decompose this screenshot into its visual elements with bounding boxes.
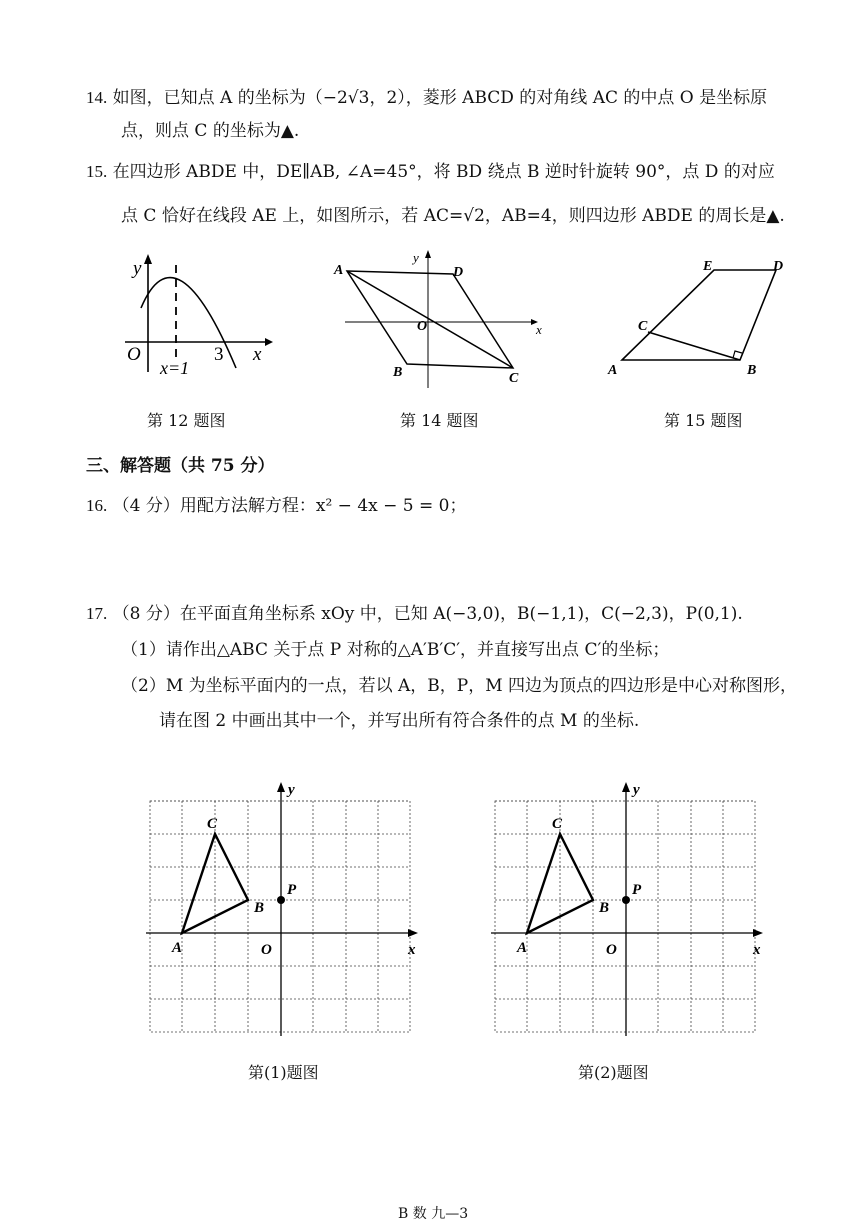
fig12-y-label: y <box>133 258 142 279</box>
fig14-caption: 第 14 题图 <box>400 411 479 430</box>
q17-part2b: 请在图 2 中画出其中一个，并写出所有符合条件的点 M 的坐标. <box>159 711 640 731</box>
q14-line1 <box>86 86 767 110</box>
grid1-label-y: y <box>288 782 295 798</box>
section-heading: 三、解答题（共 75 分） <box>86 456 275 476</box>
grid2-label-b: B <box>599 900 610 916</box>
fig12-x-arrow-icon <box>265 338 273 346</box>
fig15-label-d: D <box>773 259 784 274</box>
grid2-caption: 第(2)题图 <box>578 1063 649 1082</box>
q16-line <box>86 494 466 518</box>
grid2-border <box>495 801 755 1032</box>
grid2-grid-lines <box>495 801 755 1032</box>
grid2-y-arrow-icon <box>622 782 630 792</box>
fig14-diagonal-ac <box>347 271 513 368</box>
fig15-quadrilateral-diagram <box>600 252 800 382</box>
fig15-segment-cb <box>648 332 740 360</box>
fig14-label-o: O <box>417 319 428 334</box>
q16-text: （4 分）用配方法解方程：x² − 4x − 5 = 0； <box>112 496 467 516</box>
fig14-rhombus-diagram <box>325 248 545 393</box>
fig12-caption: 第 12 题图 <box>147 411 226 430</box>
fig14-label-x: x <box>536 322 542 337</box>
grid2-label-o: O <box>606 942 617 958</box>
fig14-label-b: B <box>393 365 403 380</box>
q17-text-1: （8 分）在平面直角坐标系 xOy 中，已知 A(−3,0)，B(−1,1)，C(−2,3)，P(0,1). <box>112 604 743 624</box>
grid1-label-p: P <box>287 882 297 898</box>
page-footer: B 数 九—3 <box>398 1206 469 1222</box>
q16-number: 16. <box>86 496 108 515</box>
grid1-grid-lines <box>150 801 410 1032</box>
grid2-x-arrow-icon <box>753 929 763 937</box>
fig14-y-arrow-icon <box>425 250 431 258</box>
grid2-point-p <box>622 896 630 904</box>
fig12-origin-label: O <box>127 344 141 365</box>
fig14-label-y: y <box>413 250 419 265</box>
grid1-point-p <box>277 896 285 904</box>
q17-number: 17. <box>86 604 108 623</box>
fig12-x-label: x <box>253 344 262 365</box>
grid1-coordinate-diagram <box>140 770 430 1045</box>
fig14-label-c: C <box>509 371 519 386</box>
fig12-y-arrow-icon <box>144 254 152 264</box>
fig15-label-a: A <box>608 363 618 378</box>
q15-text-1: 在四边形 ABDE 中，DE∥AB, ∠A=45°，将 BD 绕点 B 逆时针旋转 90°，点 D 的对应 <box>112 162 775 182</box>
q17-line1 <box>86 602 743 626</box>
grid1-y-arrow-icon <box>277 782 285 792</box>
q15-number: 15. <box>86 162 108 181</box>
grid1-border <box>150 801 410 1032</box>
q17-part1: （1）请作出△ABC 关于点 P 对称的△A′B′C′，并直接写出点 C′的坐标； <box>121 640 670 660</box>
grid2-label-y: y <box>633 782 640 798</box>
fig15-label-c: C <box>638 319 648 334</box>
q14-text-1: 如图，已知点 A 的坐标为（−2√3，2），菱形 ABCD 的对角线 AC 的中点 O 是坐标原 <box>112 88 768 108</box>
grid2-coordinate-diagram <box>485 770 775 1045</box>
grid1-label-b: B <box>254 900 265 916</box>
fig12-root-label: 3 <box>214 344 224 365</box>
grid2-label-x: x <box>753 942 761 958</box>
grid2-label-a: A <box>517 940 528 956</box>
q17-part2a: （2）M 为坐标平面内的一点，若以 A，B，P，M 四边为顶点的四边形是中心对称图形， <box>121 676 798 696</box>
fig15-quadrilateral-abde <box>622 270 776 360</box>
fig12-axis-line-label: x=1 <box>160 358 190 378</box>
fig14-label-d: D <box>453 265 464 280</box>
fig15-caption: 第 15 题图 <box>664 411 743 430</box>
grid1-label-a: A <box>172 940 183 956</box>
fig12-parabola-diagram <box>115 250 275 380</box>
grid2-label-p: P <box>632 882 642 898</box>
q15-line1 <box>86 160 775 184</box>
q14-number: 14. <box>86 88 108 107</box>
fig15-label-e: E <box>703 259 713 274</box>
q15-line2: 点 C 恰好在线段 AE 上，如图所示，若 AC=√2，AB=4，则四边形 ABDE 的周长是▲. <box>121 206 785 226</box>
grid1-x-arrow-icon <box>408 929 418 937</box>
grid1-label-o: O <box>261 942 272 958</box>
fig15-label-b: B <box>747 363 757 378</box>
fig14-label-a: A <box>334 263 344 278</box>
grid1-label-c: C <box>207 816 218 832</box>
grid2-label-c: C <box>552 816 563 832</box>
q14-line2: 点，则点 C 的坐标为▲. <box>121 121 300 141</box>
grid1-caption: 第(1)题图 <box>248 1063 319 1082</box>
grid1-label-x: x <box>408 942 416 958</box>
